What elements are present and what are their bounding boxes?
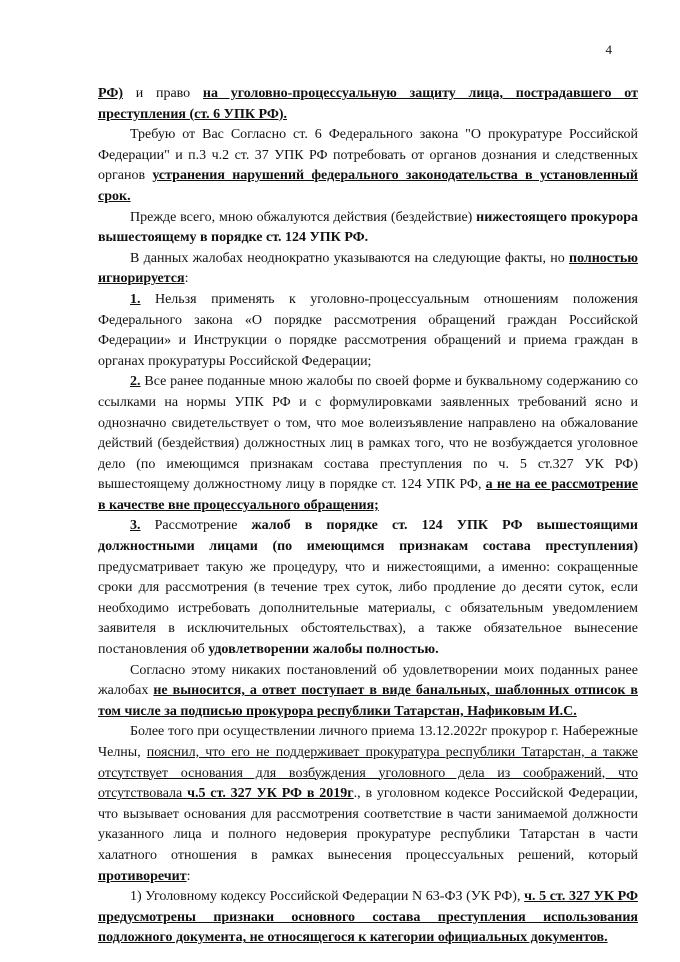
text-plain: Нельзя применять к уголовно-процессуальным отношениям положения Федерального закона «О порядке рассмотрения обращений граждан Российской Федерации» и Инструкции о порядке рассмотрения обращений и приема граждан в органах прокуратуры Российской Федерации; [98, 291, 638, 369]
list-number: 2. [130, 374, 141, 390]
paragraph-2 [98, 125, 638, 207]
text-plain: Более того при осуществлении личного приема 13.12.2022г прокурор г. Набережные Челны, [98, 724, 638, 760]
text-plain: Рассмотрение [140, 518, 252, 534]
paragraph-10 [98, 887, 638, 949]
text-bold-underline: противоречит [98, 868, 187, 884]
text-bold-underline: устранения нарушений федерального законодательства в установленный срок. [98, 168, 638, 204]
paragraph-1 [98, 84, 638, 125]
text-plain: ., в уголовном кодексе Российской Федерации, что вызывает основания для рассмотрения соответствие в части занимаемой должности указанного лица и полного недоверия прокуратуре республики Татарстан в части халатного отношения в рамках вынесения процессуальных решений, который [98, 786, 638, 863]
list-item-2 [98, 372, 638, 516]
paragraph-8 [98, 661, 638, 723]
text-plain: Все ранее поданные мною жалобы по своей форме и буквальному содержанию со ссылками на нормы УПК РФ и с формулировками заявленных требований ясно и однозначно свидетельствует о том, что мое волеизъявление направлено на обжалование действий (бездействия) должностных лиц в рамках того, что не возбуждается уголовное дело (по имеющимся признакам состава преступления по ч. 5 ст.327 УК РФ) вышестоящему должностному лицу в порядке ст. 124 УПК РФ, [98, 374, 638, 493]
text-bold-underline: ч.5 ст. 327 УК РФ в 2019г [187, 786, 354, 802]
text-bold-underline: предусмотрены признаки основного состава преступления использования подложного документа, не относящегося к категории официальных документов. [98, 909, 638, 946]
text-bold-underline: не выносится, а ответ поступает в виде банальных, шаблонных отписок в том числе за подписью прокурора республики Татарстан, Нафиковым И.С. [98, 683, 638, 719]
paragraph-3 [98, 208, 638, 249]
page-number: 4 [605, 42, 612, 57]
list-number: 1. [130, 291, 141, 307]
text-underline: пояснил, что его не поддерживает прокуратура республики Татарстан, а также отсутствует основания для возбуждения уголовного дела из соображений, что отсутствовала [98, 745, 638, 802]
text-plain: Требую от Вас Согласно ст. 6 Федерального закона "О прокуратуре Российской Федерации" и п.3 ч.2 ст. 37 УПК РФ потребовать от органов дознания и следственных органов [98, 127, 638, 184]
text-plain: Согласно этому никаких постановлений об удовлетворении моих поданных ранее жалобах [98, 662, 638, 699]
paragraph-4 [98, 249, 638, 290]
text-plain: 1) Уголовному кодексу Российской Федерации N 63-ФЗ (УК РФ), [130, 889, 525, 905]
document-body [98, 84, 638, 949]
text-bold-underline: полностью игнорируется [98, 250, 638, 287]
paragraph-9 [98, 722, 638, 887]
text-plain: В данных жалобах неоднократно указываются на следующие факты, но [130, 250, 569, 266]
text-plain: Прежде всего, мною обжалуются действия (бездействие) [130, 209, 477, 225]
list-number: 3. [130, 518, 141, 534]
list-item-1 [98, 290, 638, 372]
text-bold-underline: а не на ее рассмотрение в качестве вне процессуального обращения; [98, 477, 638, 513]
text-plain: : [184, 271, 189, 287]
text-plain: и право [123, 86, 203, 101]
text-plain: предусматривает такую же процедуру, что и нижестоящими, а именно: сокращенные сроки для рассмотрения (в течение трех суток, либо продление до десяти суток, если необходимо истребовать дополнительные материалы, с обязательным уведомлением заявителя в исключительных обстоятельствах), а также обязательное вынесение постановления об [98, 559, 638, 658]
list-item-3 [98, 516, 638, 660]
text-bold: удовлетворении жалобы полностью. [208, 642, 439, 658]
text-plain: : [186, 868, 191, 884]
text-bold-underline: на уголовно-процессуальную защиту лица, пострадавшего от преступления (ст. 6 УПК РФ). [98, 86, 638, 122]
text-bold-underline: ч. 5 ст. 327 УК РФ [524, 889, 638, 905]
text-bold: нижестоящего прокурора вышестоящему в порядке ст. 124 УПК РФ. [98, 209, 638, 246]
text-bold-underline: РФ) [98, 86, 123, 101]
text-bold: жалоб в порядке ст. 124 УПК РФ вышестоящими должностными лицами (по имеющимся признакам состава преступления) [98, 518, 639, 555]
